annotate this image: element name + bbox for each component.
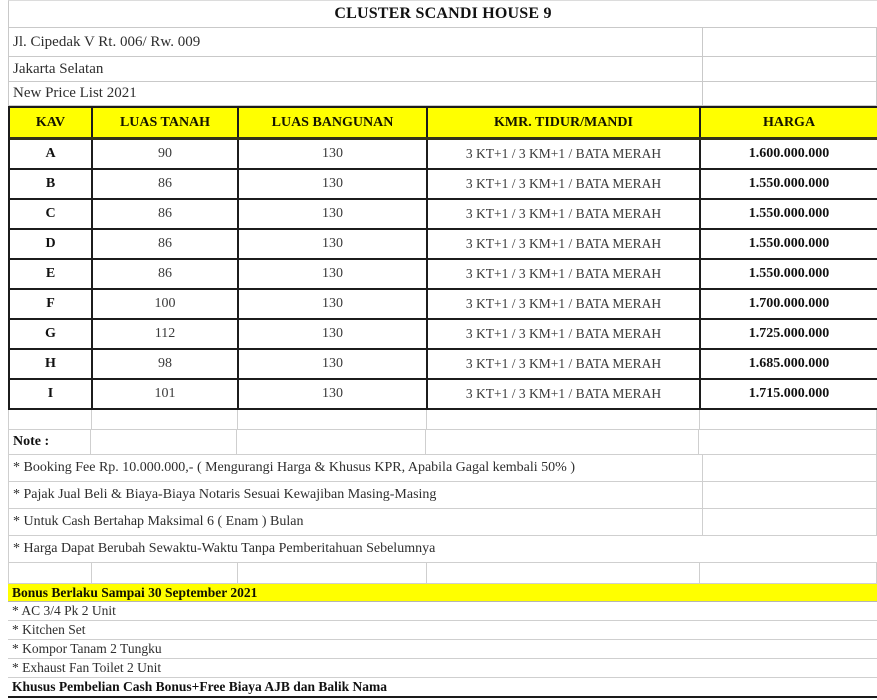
cell-harga: 1.550.000.000 (748, 236, 830, 251)
table-row-i (10, 380, 877, 410)
bonus-item: * AC 3/4 Pk 2 Unit (8, 602, 877, 621)
cell-luas-tanah: 98 (93, 350, 239, 378)
col-header-luas-tanah: LUAS TANAH (93, 108, 239, 137)
cell-luas-tanah: 90 (93, 140, 239, 168)
cell-luas-tanah: 86 (93, 260, 239, 288)
price-list-subtitle: New Price List 2021 (9, 82, 703, 105)
note-item: * Pajak Jual Beli & Biaya-Biaya Notaris Sesuai Kewajiban Masing-Masing (9, 482, 703, 508)
bonus-item: * Kompor Tanam 2 Tungku (8, 640, 877, 659)
cell-luas-bangunan: 130 (239, 290, 428, 318)
empty-cell (9, 563, 92, 583)
cell-kav: F (10, 290, 93, 318)
table-row-d (10, 230, 877, 260)
empty-cell (237, 430, 426, 454)
cell-luas-bangunan: 130 (239, 230, 428, 258)
cell-luas-bangunan: 130 (239, 260, 428, 288)
cell-kav: A (10, 140, 93, 168)
empty-cell (700, 563, 877, 583)
table-row-c (10, 200, 877, 230)
cell-kmr: 3 KT+1 / 3 KM+1 / BATA MERAH (428, 230, 701, 258)
note-item: * Booking Fee Rp. 10.000.000,- ( Mengurangi Harga & Khusus KPR, Apabila Gagal kembali 50% ) (9, 455, 703, 481)
price-table (8, 106, 877, 410)
cell-luas-tanah: 86 (93, 230, 239, 258)
document-title: CLUSTER SCANDI HOUSE 9 (8, 0, 877, 28)
cell-luas-bangunan: 130 (239, 140, 428, 168)
cell-kmr: 3 KT+1 / 3 KM+1 / BATA MERAH (428, 200, 701, 228)
cell-luas-bangunan: 130 (239, 170, 428, 198)
cell-kmr: 3 KT+1 / 3 KM+1 / BATA MERAH (428, 290, 701, 318)
bonus-item: * Exhaust Fan Toilet 2 Unit (8, 659, 877, 678)
cell-luas-tanah: 101 (93, 380, 239, 408)
col-header-harga: HARGA (762, 114, 816, 130)
note-row (8, 509, 877, 536)
cell-kav: G (10, 320, 93, 348)
empty-cell (699, 430, 877, 454)
cell-kav: H (10, 350, 93, 378)
table-row-f (10, 290, 877, 320)
address-row (8, 57, 877, 82)
note-label: Note : (9, 430, 91, 454)
table-row-a (10, 140, 877, 170)
col-header-luas-bangunan: LUAS BANGUNAN (239, 108, 428, 137)
empty-cell (427, 563, 700, 583)
cell-luas-bangunan: 130 (239, 380, 428, 408)
empty-cell (91, 430, 237, 454)
cell-harga: 1.550.000.000 (748, 266, 830, 281)
bonus-item: * Kitchen Set (8, 621, 877, 640)
cell-harga: 1.700.000.000 (748, 296, 830, 311)
cell-harga: 1.685.000.000 (748, 356, 830, 371)
cell-luas-tanah: 100 (93, 290, 239, 318)
empty-cell (703, 455, 877, 481)
cell-kmr: 3 KT+1 / 3 KM+1 / BATA MERAH (428, 380, 701, 408)
empty-grid-row (8, 410, 877, 430)
address-line-street: Jl. Cipedak V Rt. 006/ Rw. 009 (9, 28, 703, 56)
cell-kav: E (10, 260, 93, 288)
empty-cell (703, 482, 877, 508)
cell-luas-bangunan: 130 (239, 200, 428, 228)
address-row-empty-cell (703, 28, 877, 56)
cell-harga: 1.725.000.000 (748, 326, 830, 341)
cell-kav: D (10, 230, 93, 258)
address-row-empty-cell (703, 82, 877, 105)
empty-cell (92, 410, 238, 429)
empty-cell (92, 563, 238, 583)
bonus-footer-note: Khusus Pembelian Cash Bonus+Free Biaya AJB dan Balik Nama (8, 678, 877, 698)
cell-luas-bangunan: 130 (239, 320, 428, 348)
table-row-b (10, 170, 877, 200)
note-item: * Untuk Cash Bertahap Maksimal 6 ( Enam ) Bulan (9, 509, 703, 535)
cell-kmr: 3 KT+1 / 3 KM+1 / BATA MERAH (428, 140, 701, 168)
price-table-header-row (10, 108, 877, 140)
address-line-city: Jakarta Selatan (9, 57, 703, 81)
address-row (8, 82, 877, 106)
cell-luas-tanah: 86 (93, 170, 239, 198)
table-row-h (10, 350, 877, 380)
empty-cell (238, 563, 427, 583)
cell-kmr: 3 KT+1 / 3 KM+1 / BATA MERAH (428, 170, 701, 198)
empty-grid-row (8, 563, 877, 584)
cell-kav: C (10, 200, 93, 228)
cell-harga: 1.550.000.000 (748, 176, 830, 191)
cell-kav: B (10, 170, 93, 198)
empty-cell (426, 430, 699, 454)
cell-luas-bangunan: 130 (239, 350, 428, 378)
address-row-empty-cell (703, 57, 877, 81)
cell-kmr: 3 KT+1 / 3 KM+1 / BATA MERAH (428, 320, 701, 348)
cell-harga: 1.550.000.000 (748, 206, 830, 221)
note-row (8, 455, 877, 482)
note-row (8, 482, 877, 509)
cell-kmr: 3 KT+1 / 3 KM+1 / BATA MERAH (428, 350, 701, 378)
address-row (8, 28, 877, 57)
cell-harga: 1.600.000.000 (748, 146, 830, 161)
note-label-row (8, 430, 877, 455)
table-row-g (10, 320, 877, 350)
empty-cell (427, 410, 700, 429)
cell-luas-tanah: 86 (93, 200, 239, 228)
cell-kmr: 3 KT+1 / 3 KM+1 / BATA MERAH (428, 260, 701, 288)
empty-cell (9, 410, 92, 429)
cell-kav: I (10, 380, 93, 408)
note-row (8, 536, 877, 563)
cell-harga: 1.715.000.000 (748, 386, 830, 401)
table-row-e (10, 260, 877, 290)
bonus-section-header: Bonus Berlaku Sampai 30 September 2021 (8, 584, 877, 602)
note-item: * Harga Dapat Berubah Sewaktu-Waktu Tanpa Pemberitahuan Sebelumnya (13, 541, 436, 556)
col-header-kmr: KMR. TIDUR/MANDI (428, 108, 701, 137)
empty-cell (703, 509, 877, 535)
cell-luas-tanah: 112 (93, 320, 239, 348)
empty-cell (700, 410, 877, 429)
col-header-kav: KAV (10, 108, 93, 137)
empty-cell (238, 410, 427, 429)
